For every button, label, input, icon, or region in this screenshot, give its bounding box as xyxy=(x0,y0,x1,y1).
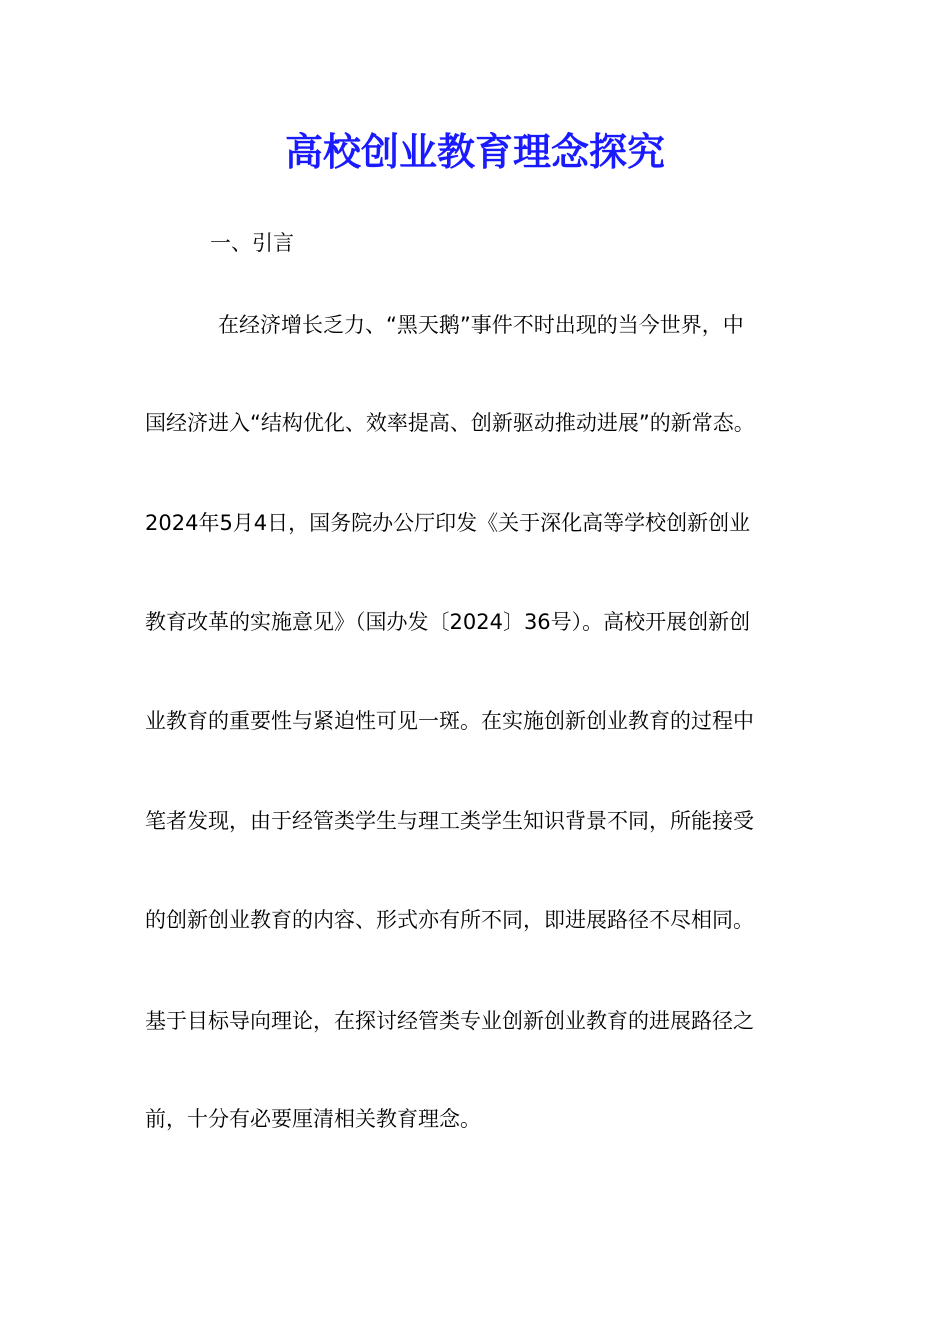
paragraph-line: 笔者发现，由于经管类学生与理工类学生知识背景不同，所能接受 xyxy=(145,809,754,833)
paragraph-line: 前，十分有必要厘清相关教育理念。 xyxy=(145,1107,481,1131)
section-heading: 一、引言 xyxy=(210,231,294,255)
paragraph-line: 的创新创业教育的内容、形式亦有所不同，即进展路径不尽相同。 xyxy=(145,908,754,932)
paragraph-line: 业教育的重要性与紧迫性可见一斑。在实施创新创业教育的过程中 xyxy=(145,709,754,733)
paragraph-line: 教育改革的实施意见》（国办发〔2024〕36号）。高校开展创新创 xyxy=(145,610,751,634)
paragraph-line: 国经济进入“结构优化、效率提高、创新驱动推动进展”的新常态。 xyxy=(145,411,755,435)
paragraph-line: 2024年5月4日，国务院办公厅印发《关于深化高等学校创新创业 xyxy=(145,511,751,535)
paragraph-line: 在经济增长乏力、“黑天鹅”事件不时出现的当今世界，中 xyxy=(218,313,744,337)
paragraph-line: 基于目标导向理论，在探讨经管类专业创新创业教育的进展路径之 xyxy=(145,1009,754,1033)
document-title: 高校创业教育理念探究 xyxy=(284,129,665,174)
